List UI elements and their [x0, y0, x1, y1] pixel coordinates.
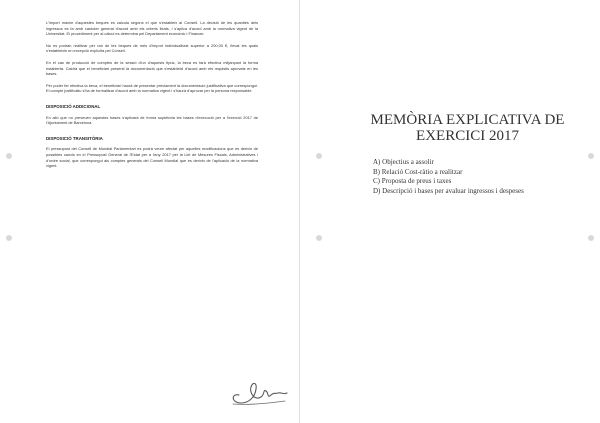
title-line-2: EXERCICI 2017 [416, 128, 519, 144]
heading-additional-provision: DISPOSICIÓ ADDICIONAL [46, 103, 101, 109]
paragraph-2: No es podran realitzar per raó de les beques de més d'import individualitzat superior a 200,00 €, llevat les quals s'estableixin en excepció explícita pel Consell. [46, 42, 258, 54]
additional-provision-text: En allò que no preveuen aquestes bases s'aplicarà de forma supletòria les bases d'execució per a l'exercici 2017 de l'Ajuntament de Barcelona. [46, 114, 258, 126]
contents-item-b: B) Relació Cost-ràtio a realitzar [373, 167, 463, 176]
paragraph-3: En el cas de producció de comptes de la sessió d'un d'aquests tipus, la beca es farà efectiva mitjançant la forma establerta. Caldrà que el beneficiari presenti la documentació que s'estableixi d'acord amb els requisits aprovats en les bases. [46, 59, 258, 77]
left-text-column [46, 20, 258, 175]
transitory-provision-text: El pressupost del Consell de Mundial Parlamentari es podrà veure afectat per aquelles modificacions que es derivin de possibles canvis en el Pressupost General de l'Estat per a l'any 2017 per la Llei de Mesures Fiscals, Administratives i d'ordre social, que correspongui als comptes generals del Consell Mundial que es derivin de l'aplicació de la normativa vigent. [46, 146, 258, 169]
contents-item-c: C) Proposta de preus i taxes [373, 177, 452, 186]
heading-transitory-provision: DISPOSICIÓ TRANSITÒRIA [46, 135, 103, 141]
contents-item-d: D) Descripció i bases per avaluar ingressos i despeses [373, 186, 524, 195]
title-line-1: MEMÒRIA EXPLICATIVA DE [370, 112, 565, 128]
punch-hole-icon [6, 153, 12, 159]
punch-hole-icon [6, 235, 12, 241]
contents-item-a: A) Objectius a assolir [373, 158, 434, 166]
paragraph-1: L'import màxim d'aquestes beques es calcula segons el que s'estableix al Consell. La decisió de les quanties dels ingressos es fa amb caràcter general d'acord amb els criteris fixats, i s'aplica d'acord amb la normativa vigent de la Universitat. El procediment per al càlcul es determina pel Departament econòmic i Financer. [46, 20, 258, 37]
handwritten-signature-icon [225, 375, 295, 409]
right-page [300, 0, 600, 423]
paragraph-4: Per poder fer efectiva la beca, el beneficiari haurà de presentar prèviament la documentació justificativa que correspongui. El compte justificatiu s'ha de formalitzar d'acord amb la normativa vigent i s'haurà d'aprovar per la persona responsable. [46, 82, 258, 94]
memory-title [370, 112, 565, 144]
contents-list [373, 158, 563, 196]
